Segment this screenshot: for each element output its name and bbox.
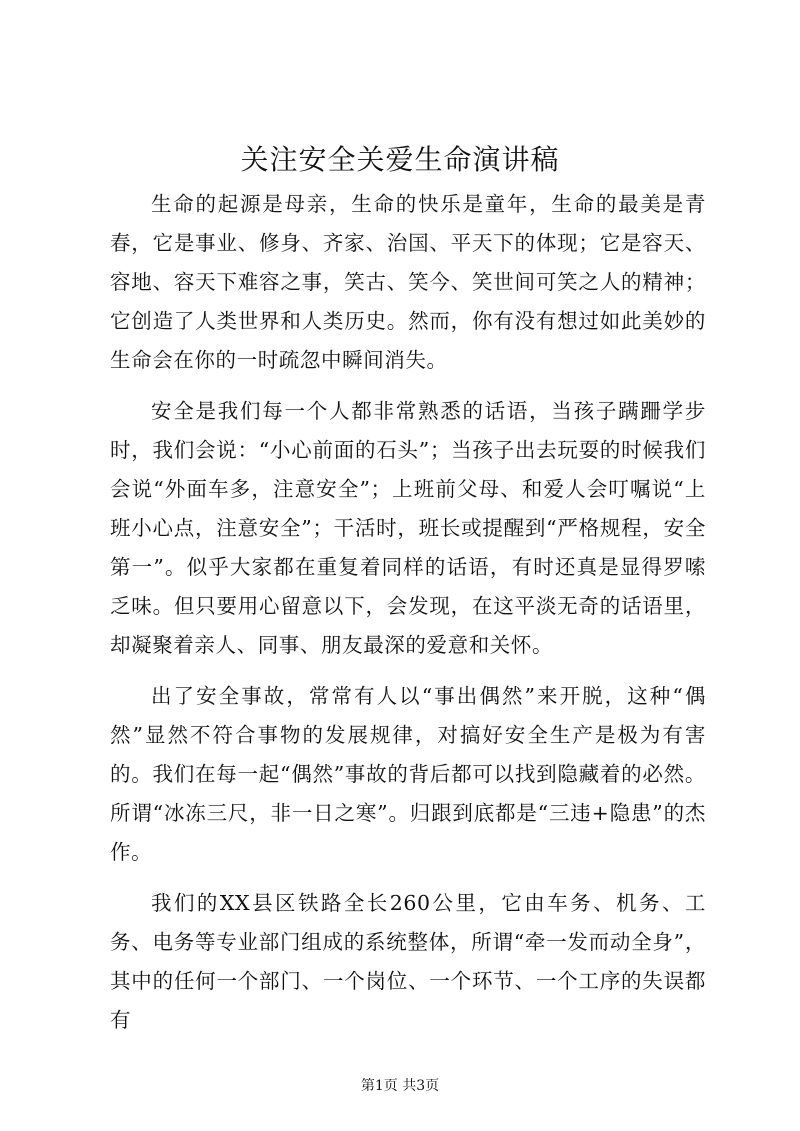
paragraph-1: 生命的起源是母亲，生命的快乐是童年，生命的最美是青春，它是事业、修身、齐家、治国、平天下的体现；它是容天、容地、容天下难容之事，笑古、笑今、笑世间可笑之人的精神；它创造了人类世界和人类历史。然而，你有没有想过如此美妙的生命会在你的一时疏忽中瞬间消失。 bbox=[110, 192, 706, 372]
document-body bbox=[110, 185, 706, 1052]
paragraph-2: 安全是我们每一个人都非常熟悉的话语，当孩子蹒跚学步时，我们会说：“小心前面的石头”；当孩子出去玩耍的时候我们会说“外面车多，注意安全”；上班前父母、和爱人会叮嘱说“上班小心点，注意安全”；干活时，班长或提醒到“严格规程，安全第一”。似乎大家都在重复着同样的话语，有时还真是显得罗嗦乏味。但只要用心留意以下，会发现，在这平淡无奇的话语里，却凝聚着亲人、同事、朋友最深的爱意和关怀。 bbox=[110, 399, 706, 657]
paragraph-4: 我们的XX县区铁路全长260公里，它由车务、机务、工务、电务等专业部门组成的系统整体，所谓“牵一发而动全身”，其中的任何一个部门、一个岗位、一个环节、一个工序的失误都有 bbox=[110, 891, 706, 1032]
document-title: 关注安全关爱生命演讲稿 bbox=[240, 143, 560, 176]
page-footer: 第1页 共3页 bbox=[360, 1078, 440, 1094]
paragraph-3: 出了安全事故，常常有人以“事出偶然”来开脱，这种“偶然”显然不符合事物的发展规律，对搞好安全生产是极为有害的。我们在每一起“偶然”事故的背后都可以找到隐藏着的必然。所谓“冰冻三尺，非一日之寒”。归跟到底都是“三违+隐患”的杰作。 bbox=[110, 684, 706, 864]
